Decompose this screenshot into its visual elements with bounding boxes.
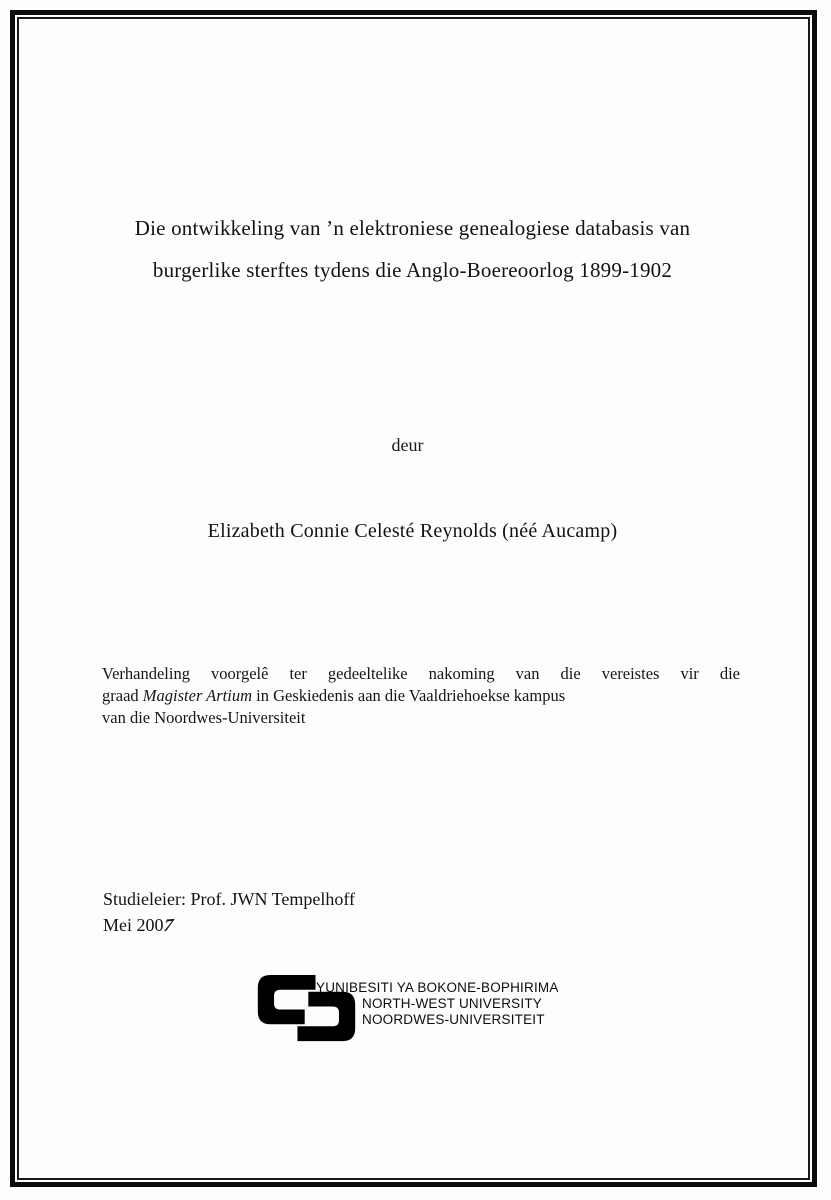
degree-name-italic: Magister Artium	[142, 686, 253, 705]
thesis-title-line1: Die ontwikkeling van ’n elektroniese genealogiese databasis van	[134, 216, 691, 240]
date-last-digit: 7	[160, 914, 176, 936]
byline-deur: deur	[391, 435, 424, 455]
degree-statement-line1: Verhandeling voorgelê ter gedeeltelike nakoming van die vereistes vir die	[102, 664, 740, 683]
degree-statement-line2-post: in Geskiedenis aan die Vaaldriehoekse kampus	[252, 686, 566, 705]
date-prefix: Mei 200	[103, 915, 164, 935]
degree-statement-line3: van die Noordwes-Universiteit	[102, 708, 306, 727]
degree-statement	[102, 663, 740, 729]
logo-text-block	[362, 996, 545, 1028]
logo-text-afrikaans: NOORDWES-UNIVERSITEIT	[362, 1012, 545, 1027]
date-line	[103, 913, 176, 937]
thesis-title	[0, 207, 825, 291]
author-name: Elizabeth Connie Celesté Reynolds (néé Aucamp)	[207, 520, 618, 542]
supervisor-line: Studieleier: Prof. JWN Tempelhoff	[103, 889, 356, 909]
logo-text-setswana: YUNIBESITI YA BOKONE-BOPHIRIMA	[316, 980, 559, 995]
degree-statement-line2	[102, 685, 740, 707]
logo-text-english: NORTH-WEST UNIVERSITY	[362, 996, 542, 1011]
degree-statement-line2-pre: graad	[102, 686, 143, 705]
thesis-title-line2: burgerlike sterftes tydens die Anglo-Boereoorlog 1899-1902	[152, 258, 673, 282]
